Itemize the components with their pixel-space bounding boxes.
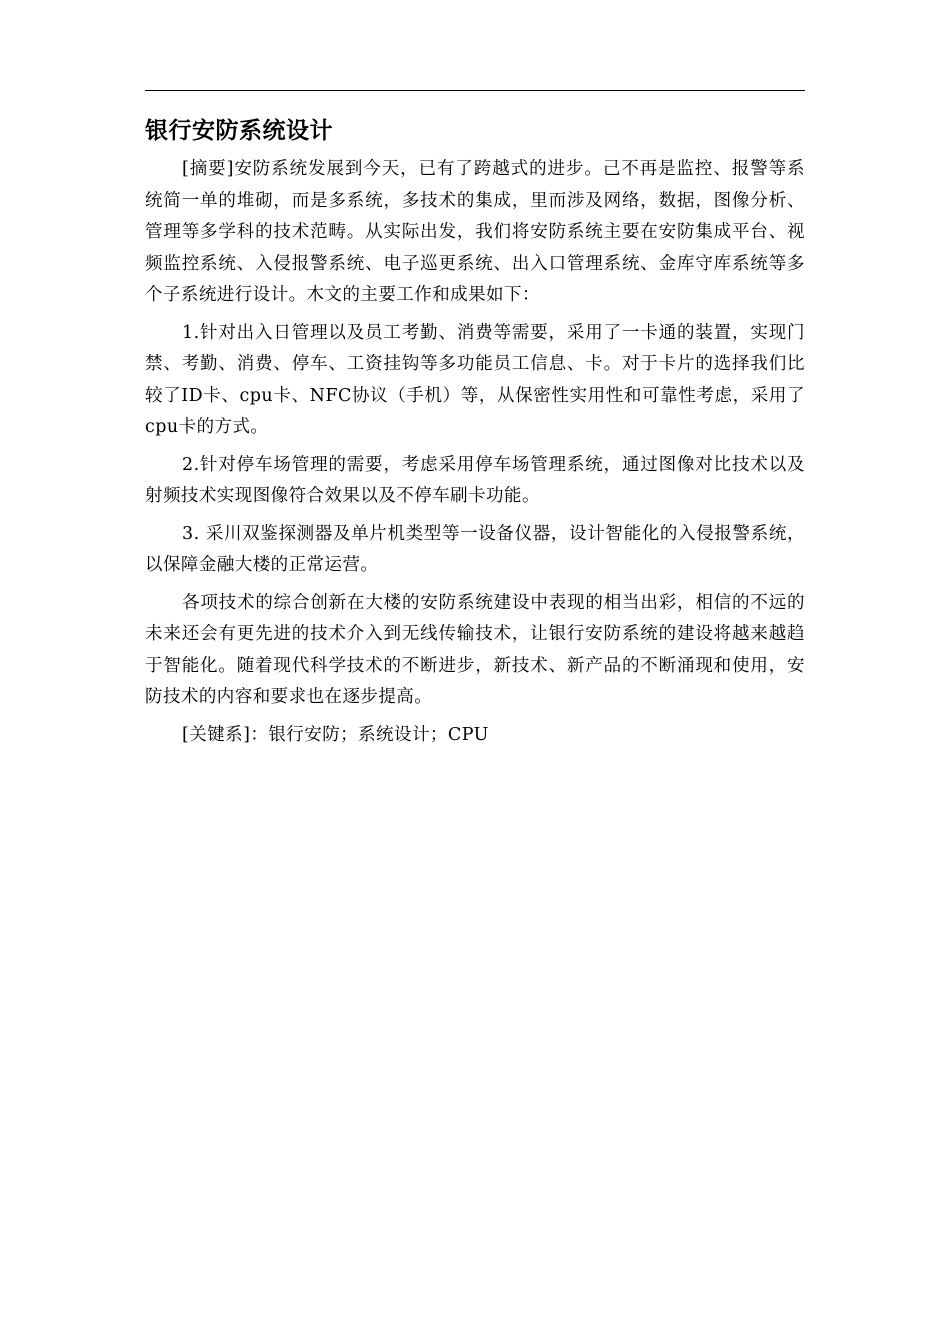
document-body: [145, 112, 805, 751]
result-item-3: 3. 采川双鉴探测器及单片机类型等一设备仪器，设计智能化的入侵报警系统，以保障金融大楼的正常运营。: [145, 523, 805, 575]
document-title: 银行安防系统设计: [145, 118, 333, 144]
result-item-2: 2.针对停车场管理的需要，考虑采用停车场管理系统，通过图像对比技术以及射频技术实现图像符合效果以及不停车刷卡功能。: [145, 454, 805, 506]
conclusion-paragraph: 各项技术的综合创新在大楼的安防系统建设中表现的相当出彩，相信的不远的未来还会有更先进的技术介入到无线传输技术，让银行安防系统的建设将越来越趋于智能化。随着现代科学技术的不断进步，新技术、新产品的不断涌现和使用，安防技术的内容和要求也在逐步提高。: [145, 592, 805, 707]
keywords-line: [关键系]：银行安防；系统设计；CPU: [182, 724, 489, 745]
header-rule: [145, 90, 805, 91]
abstract-paragraph: [摘要]安防系统发展到今天，已有了跨越式的进步。己不再是监控、报警等系统简一单的堆砌，而是多系统，多技术的集成，里而涉及网络，数据，图像分析、管理等多学科的技术范畴。从实际出发，我们将安防系统主要在安防集成平台、视频监控系统、入侵报警系统、电子巡更系统、出入口管理系统、金库守库系统等多个子系统进行设计。木文的主要工作和成果如下：: [145, 159, 805, 305]
result-item-1: 1.针对出入日管理以及员工考勤、消费等需要，采用了一卡通的装置，实现门禁、考勤、消费、停车、工资挂钩等多功能员工信息、卡。对于卡片的选择我们比较了ID卡、cpu卡、NFC协议（手机）等，从保密性实用性和可靠性考虑，采用了cpu卡的方式。: [145, 322, 805, 437]
